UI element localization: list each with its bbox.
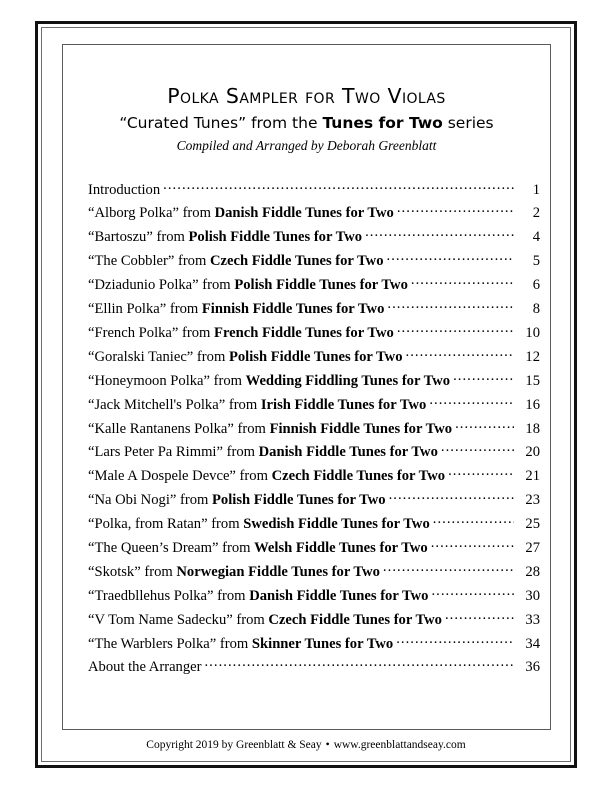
page-subtitle: [62, 115, 551, 132]
toc-entry-source-book: Finnish Fiddle Tunes for Two: [269, 420, 453, 437]
toc-entry[interactable]: [88, 298, 540, 322]
toc-entry-label: [88, 659, 204, 676]
toc-entry-source-book: Polish Fiddle Tunes for Two: [234, 277, 408, 294]
toc-entry[interactable]: [88, 490, 540, 514]
toc-entry[interactable]: [88, 370, 540, 394]
toc-entry-label: [88, 373, 453, 390]
toc-entry-page-number: 6: [532, 277, 540, 294]
toc-dot-leader: [429, 394, 514, 409]
toc-entry[interactable]: [88, 418, 540, 442]
toc-entry-page-number: 36: [525, 659, 540, 676]
toc-entry-label: [88, 588, 431, 605]
toc-entry-label: [88, 564, 383, 581]
toc-entry-source-book: Polish Fiddle Tunes for Two: [228, 348, 403, 365]
page-footer: [35, 739, 577, 751]
publisher-website: www.greenblattandseay.com: [333, 739, 466, 751]
toc-dot-leader: [431, 537, 514, 552]
toc-dot-leader: [453, 370, 514, 385]
toc-dot-leader: [163, 179, 514, 194]
toc-entry-page-number: 12: [525, 348, 540, 365]
title-block: [62, 86, 551, 153]
toc-entry-label: [88, 277, 411, 294]
toc-dot-leader: [204, 657, 514, 672]
toc-entry-page-number: 23: [525, 492, 540, 509]
toc-entry-title: “Honeymoon Polka” from: [88, 372, 246, 389]
toc-entry-title: “Lars Peter Pa Rimmi” from: [88, 444, 259, 461]
toc-entry[interactable]: [88, 346, 540, 370]
toc-entry[interactable]: [88, 513, 540, 537]
toc-dot-leader: [411, 275, 514, 290]
toc-entry-label: [88, 540, 431, 557]
toc-entry[interactable]: [88, 585, 540, 609]
toc-entry-page-number: 16: [525, 396, 540, 413]
toc-dot-leader: [431, 585, 514, 600]
toc-entry-label: [88, 182, 163, 199]
toc-entry-source-book: Norwegian Fiddle Tunes for Two: [176, 563, 380, 580]
toc-entry[interactable]: [88, 657, 540, 681]
toc-entry[interactable]: [88, 609, 540, 633]
toc-entry-page-number: 20: [525, 444, 540, 461]
toc-entry-label: [88, 636, 396, 653]
toc-entry[interactable]: [88, 442, 540, 466]
toc-entry-title: “Alborg Polka” from: [88, 205, 215, 222]
toc-entry-source-book: Skinner Tunes for Two: [251, 635, 394, 652]
toc-entry-label: [88, 468, 448, 485]
toc-dot-leader: [365, 227, 514, 242]
toc-entry-title: “Bartoszu” from: [88, 229, 189, 246]
toc-entry-source-book: Polish Fiddle Tunes for Two: [212, 492, 386, 509]
toc-entry[interactable]: [88, 275, 540, 299]
toc-entry-label: [88, 421, 455, 438]
toc-entry-page-number: 30: [525, 587, 540, 604]
toc-entry-title: “Traedbllehus Polka” from: [88, 587, 250, 604]
toc-entry-title: “Polka, from Ratan” from: [88, 516, 244, 533]
toc-dot-leader: [455, 418, 514, 433]
toc-entry-title: Introduction: [88, 181, 161, 198]
toc-entry-source-book: Czech Fiddle Tunes for Two: [268, 611, 442, 628]
toc-entry-page-number: 4: [532, 229, 540, 246]
toc-dot-leader: [387, 251, 514, 266]
toc-entry-page-number: 33: [525, 611, 540, 628]
toc-dot-leader: [448, 466, 514, 481]
toc-entry-title: “The Cobbler” from: [88, 253, 210, 270]
subtitle-suffix: series: [442, 113, 494, 132]
toc-entry-label: [88, 612, 445, 629]
toc-entry[interactable]: [88, 203, 540, 227]
toc-dot-leader: [441, 442, 514, 457]
toc-entry-title: “The Queen’s Dream” from: [88, 539, 255, 556]
toc-entry-page-number: 18: [525, 420, 540, 437]
toc-entry-label: [88, 253, 387, 270]
toc-entry[interactable]: [88, 394, 540, 418]
toc-entry-label: [88, 205, 397, 222]
toc-entry-title: “French Polka” from: [88, 324, 215, 341]
toc-entry[interactable]: [88, 633, 540, 657]
toc-dot-leader: [406, 346, 514, 361]
toc-entry-title: “Jack Mitchell's Polka” from: [88, 396, 261, 413]
toc-entry-source-book: Irish Fiddle Tunes for Two: [260, 396, 427, 413]
toc-entry-page-number: 21: [525, 468, 540, 485]
toc-entry-source-book: Czech Fiddle Tunes for Two: [209, 253, 384, 270]
toc-entry-page-number: 25: [525, 516, 540, 533]
toc-entry-title: About the Arranger: [88, 659, 202, 676]
toc-dot-leader: [389, 490, 514, 505]
toc-entry[interactable]: [88, 322, 540, 346]
copyright-notice: Copyright 2019 by Greenblatt & Seay: [146, 739, 322, 751]
toc-entry-title: “Goralski Taniec” from: [88, 348, 229, 365]
toc-entry-label: [88, 301, 387, 318]
toc-entry-label: [88, 349, 406, 366]
toc-dot-leader: [397, 203, 514, 218]
toc-entry-source-book: Finnish Fiddle Tunes for Two: [201, 301, 385, 318]
toc-dot-leader: [397, 322, 514, 337]
toc-entry-page-number: 27: [525, 539, 540, 556]
toc-dot-leader: [387, 298, 514, 313]
toc-entry-source-book: Wedding Fiddling Tunes for Two: [245, 372, 451, 389]
toc-entry-page-number: 5: [532, 253, 540, 270]
toc-entry[interactable]: [88, 227, 540, 251]
toc-entry-label: [88, 444, 441, 461]
toc-entry[interactable]: [88, 179, 540, 203]
toc-entry-source-book: Polish Fiddle Tunes for Two: [188, 229, 363, 246]
toc-dot-leader: [445, 609, 514, 624]
page-title: Polka Sampler for Two Violas: [167, 84, 446, 108]
toc-entry-title: “Male A Dospele Devce” from: [88, 468, 272, 485]
toc-entry[interactable]: [88, 466, 540, 490]
toc-entry[interactable]: [88, 561, 540, 585]
toc-dot-leader: [433, 513, 514, 528]
toc-entry-title: “Dziadunio Polka” from: [88, 277, 235, 294]
toc-entry-page-number: 10: [525, 324, 540, 341]
toc-entry[interactable]: [88, 537, 540, 561]
toc-entry-label: [88, 325, 397, 342]
toc-entry-label: [88, 492, 389, 509]
toc-entry-source-book: French Fiddle Tunes for Two: [214, 324, 394, 341]
toc-entry-source-book: Danish Fiddle Tunes for Two: [258, 444, 438, 461]
toc-entry-title: “Ellin Polka” from: [88, 301, 202, 318]
toc-entry[interactable]: [88, 251, 540, 275]
toc-entry-page-number: 1: [532, 181, 540, 198]
toc-entry-label: [88, 397, 429, 414]
arranger-credit: Compiled and Arranged by Deborah Greenblatt: [176, 137, 437, 153]
toc-entry-page-number: 2: [532, 205, 540, 222]
toc-entry-source-book: Welsh Fiddle Tunes for Two: [254, 539, 428, 556]
toc-entry-label: [88, 516, 433, 533]
footer-separator: •: [325, 739, 330, 751]
toc-entry-title: “Skotsk” from: [88, 563, 177, 580]
toc-entry-source-book: Danish Fiddle Tunes for Two: [249, 587, 429, 604]
table-of-contents: [88, 179, 540, 681]
toc-entry-label: [88, 229, 365, 246]
toc-entry-source-book: Swedish Fiddle Tunes for Two: [243, 516, 430, 533]
toc-entry-title: “Na Obi Nogi” from: [88, 492, 213, 509]
toc-entry-page-number: 8: [532, 301, 540, 318]
toc-entry-page-number: 34: [525, 635, 540, 652]
toc-dot-leader: [396, 633, 514, 648]
toc-entry-title: “The Warblers Polka” from: [88, 635, 252, 652]
toc-entry-source-book: Danish Fiddle Tunes for Two: [214, 205, 394, 222]
toc-entry-page-number: 28: [525, 563, 540, 580]
toc-dot-leader: [383, 561, 514, 576]
subtitle-series-name: Tunes for Two: [322, 113, 443, 132]
toc-entry-title: “Kalle Rantanens Polka” from: [88, 420, 270, 437]
subtitle-prefix: “Curated Tunes” from the: [119, 113, 323, 132]
toc-entry-source-book: Czech Fiddle Tunes for Two: [271, 468, 446, 485]
toc-entry-page-number: 15: [525, 372, 540, 389]
toc-entry-title: “V Tom Name Sadecku” from: [88, 611, 269, 628]
